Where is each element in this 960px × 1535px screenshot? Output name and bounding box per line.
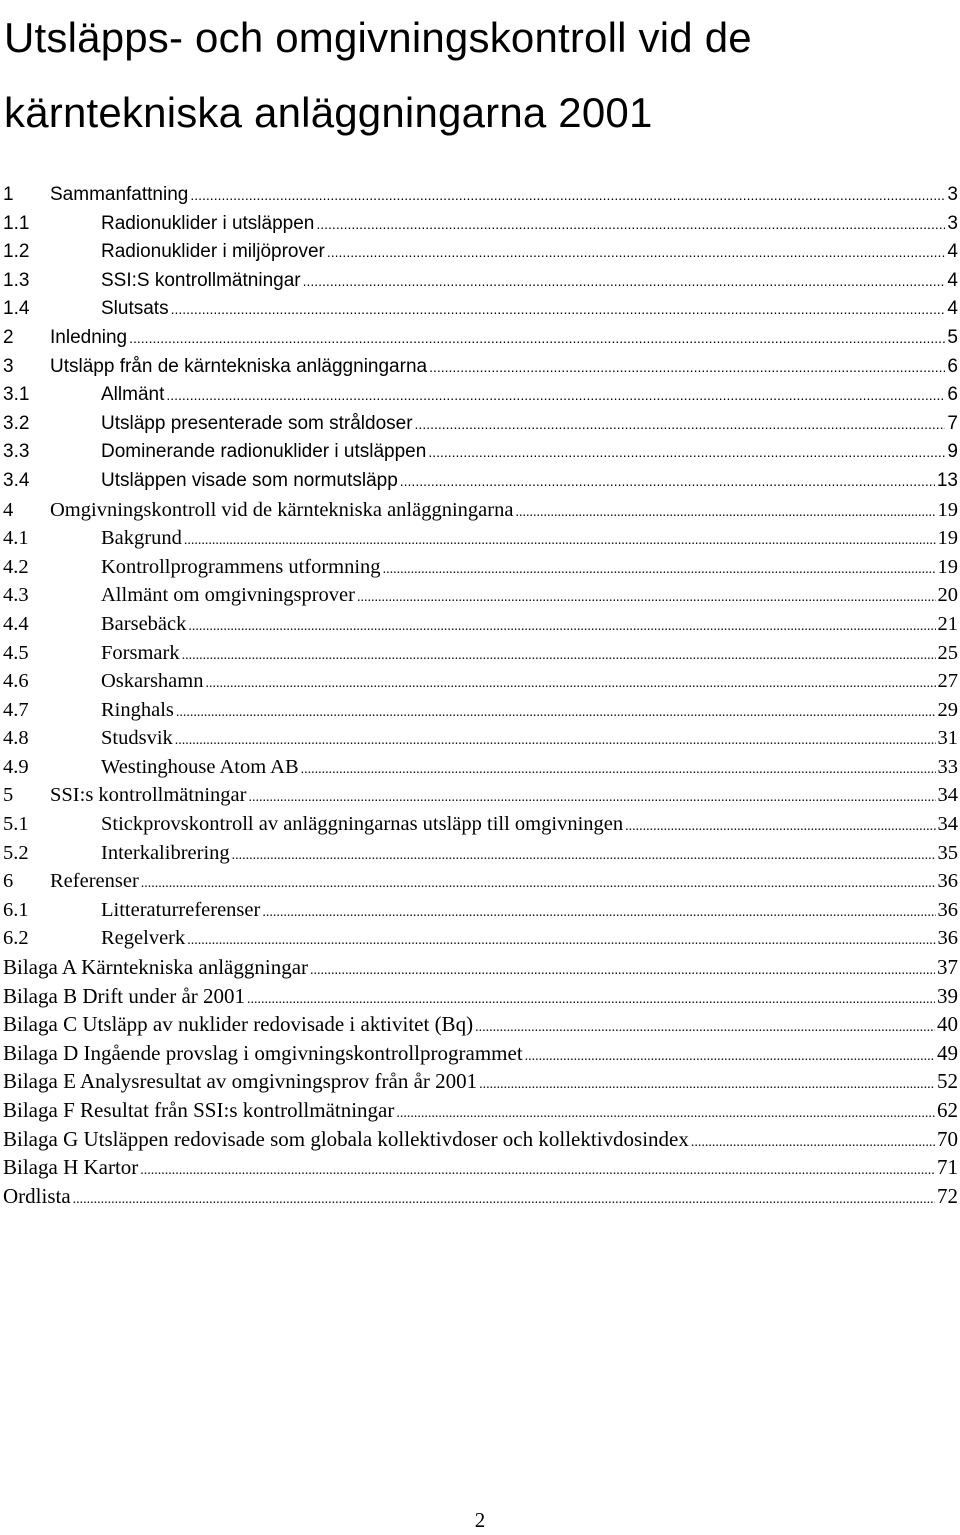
toc-entry-page: 34: [937, 784, 958, 807]
toc-entry-number: 1.1: [3, 212, 30, 234]
dot-leader: [129, 324, 945, 353]
toc-entry-label[interactable]: Litteraturreferenser: [101, 898, 261, 921]
toc-entry-label[interactable]: Bilaga D Ingående provslag i omgivningskontrollprogrammet: [3, 1040, 523, 1065]
page-title: [4, 0, 954, 150]
toc-entry-label[interactable]: Regelverk: [101, 927, 186, 950]
toc-entry-label[interactable]: Sammanfattning: [50, 184, 189, 205]
dot-leader: [232, 842, 936, 871]
toc-entry-number: 1.4: [3, 298, 30, 320]
toc-entry[interactable]: [0, 867, 960, 896]
toc-entry-page: 5: [947, 326, 958, 348]
toc-entry-page: 9: [947, 441, 958, 463]
toc-entry[interactable]: [0, 896, 960, 925]
toc-entry-body: [3, 982, 958, 1011]
toc-entry-label[interactable]: Studsvik: [101, 727, 173, 750]
toc-entry-label[interactable]: Inledning: [50, 326, 128, 348]
dot-leader: [73, 1186, 935, 1215]
toc-entry[interactable]: [0, 639, 960, 668]
dot-leader: [175, 727, 936, 756]
toc-entry-body: [101, 467, 958, 496]
toc-entry-body: [3, 1039, 958, 1068]
toc-entry[interactable]: [0, 467, 960, 496]
toc-entry-number: 3.4: [3, 469, 30, 491]
toc-entry-page: 19: [937, 527, 958, 550]
dot-leader: [182, 642, 936, 671]
toc-entry-body: [101, 696, 958, 725]
toc-entry[interactable]: [0, 1039, 960, 1068]
toc-entry-body: [50, 867, 958, 896]
toc-entry-number: 4.5: [3, 641, 29, 664]
toc-entry-body: [101, 524, 958, 553]
toc-entry-body: [3, 1096, 958, 1125]
toc-entry-label[interactable]: Omgivningskontroll vid de kärntekniska anläggningarna: [50, 498, 514, 521]
dot-leader: [357, 584, 936, 613]
toc-entry[interactable]: [0, 810, 960, 839]
toc-entry-number: 4.8: [3, 727, 29, 750]
toc-entry-body: [101, 295, 958, 324]
toc-entry-body: [50, 181, 958, 210]
toc-entry-body: [101, 724, 958, 753]
toc-entry-label[interactable]: Ringhals: [101, 698, 174, 721]
toc-entry-label[interactable]: Bilaga G Utsläppen redovisade som globala kollektivdoser och kollektivdosindex: [3, 1126, 689, 1151]
toc-entry-body: [101, 210, 958, 239]
toc-entry-number: 3.2: [3, 412, 30, 434]
toc-entry-body: [101, 610, 958, 639]
page-title-line: Utsläpps- och omgivningskontroll vid de: [4, 14, 752, 61]
toc-entry-body: [101, 581, 958, 610]
toc-entry[interactable]: [0, 696, 960, 725]
dot-leader: [248, 784, 935, 813]
toc-entry[interactable]: [0, 1182, 960, 1211]
toc-entry-number: 4.2: [3, 555, 29, 578]
toc-entry[interactable]: [0, 553, 960, 582]
toc-entry[interactable]: [0, 953, 960, 982]
toc-entry-number: 1.3: [3, 269, 30, 291]
dot-leader: [303, 267, 946, 296]
dot-leader: [428, 438, 945, 467]
toc-entry-number: 6.2: [3, 927, 29, 950]
toc-entry-label[interactable]: SSI:s kontrollmätningar: [50, 784, 247, 807]
toc-entry-label[interactable]: Ordlista: [3, 1183, 71, 1208]
toc-entry-page: 70: [937, 1126, 958, 1151]
toc-entry[interactable]: [0, 267, 960, 296]
toc-entry-page: 39: [937, 983, 958, 1008]
toc-entry[interactable]: [0, 324, 960, 353]
toc-entry-page: 20: [937, 584, 958, 607]
toc-entry[interactable]: [0, 295, 960, 324]
toc-entry-body: [3, 1010, 958, 1039]
toc-entry[interactable]: [0, 381, 960, 410]
toc-entry-page: 6: [947, 355, 958, 377]
toc-entry[interactable]: [0, 524, 960, 553]
toc-entry-number: 4.7: [3, 698, 29, 721]
toc-entry[interactable]: [0, 353, 960, 382]
toc-entry-label[interactable]: Kontrollprogrammens utformning: [101, 555, 381, 578]
toc-entry[interactable]: [0, 1153, 960, 1182]
toc-entry-body: [101, 896, 958, 925]
dot-leader: [171, 295, 946, 324]
toc-entry-number: 5.2: [3, 841, 29, 864]
toc-entry-label[interactable]: Interkalibrering: [101, 841, 230, 864]
toc-entry-page: 3: [947, 184, 958, 205]
toc-entry-label[interactable]: Slutsats: [101, 298, 169, 320]
toc-entry-body: [3, 1182, 958, 1211]
toc-entry-body: [101, 410, 958, 439]
toc-entry-number: 4.1: [3, 527, 29, 550]
toc-entry-number: 4: [3, 498, 14, 521]
toc-entry-body: [3, 953, 958, 982]
toc-entry[interactable]: [0, 667, 960, 696]
toc-entry-body: [3, 1153, 958, 1182]
toc-entry-page: 40: [937, 1012, 958, 1037]
toc-entry-page: 72: [937, 1183, 958, 1208]
toc-entry-page: 31: [937, 727, 958, 750]
toc-entry-label[interactable]: Utsläppen visade som normutsläpp: [101, 469, 398, 491]
toc-entry-label[interactable]: Westinghouse Atom AB: [101, 755, 299, 778]
toc-entry-body: [101, 553, 958, 582]
toc-entry-body: [101, 924, 958, 953]
toc-entry-label[interactable]: SSI:S kontrollmätningar: [101, 269, 301, 291]
dot-leader: [190, 181, 945, 210]
toc-entry-page: 7: [947, 412, 958, 434]
page-number: 2: [474, 1508, 486, 1532]
toc-entry-page: 71: [937, 1155, 958, 1180]
toc-entry-number: 4.9: [3, 755, 29, 778]
dot-leader: [327, 238, 946, 267]
toc-entry-page: 49: [937, 1040, 958, 1065]
toc-entry-page: 52: [937, 1069, 958, 1094]
toc-entry-number: 1.2: [3, 241, 30, 263]
toc-entry[interactable]: [0, 724, 960, 753]
toc-entry-number: 2: [3, 326, 14, 348]
dot-leader: [187, 927, 935, 956]
toc-entry[interactable]: [0, 1010, 960, 1039]
dot-leader: [166, 381, 945, 410]
toc-entry-body: [101, 753, 958, 782]
toc-entry-label[interactable]: Allmänt: [101, 384, 165, 406]
toc-entry-number: 6.1: [3, 898, 29, 921]
toc-entry-number: 4.3: [3, 584, 29, 607]
toc-entry[interactable]: [0, 610, 960, 639]
toc-entry[interactable]: [0, 839, 960, 868]
toc-entry-number: 5.1: [3, 813, 29, 836]
toc-entry[interactable]: [0, 181, 960, 210]
toc-entry-page: 37: [937, 955, 958, 980]
toc-entry-page: 21: [937, 612, 958, 635]
toc-entry-body: [101, 639, 958, 668]
toc-entry-body: [50, 496, 958, 525]
toc-entry-body: [101, 810, 958, 839]
toc-entry-page: 6: [947, 384, 958, 406]
toc-entry-body: [101, 667, 958, 696]
dot-leader: [301, 756, 936, 785]
toc-entry-page: 36: [937, 898, 958, 921]
dot-leader: [383, 556, 936, 585]
toc-entry-label[interactable]: Forsmark: [101, 641, 180, 664]
toc-entry[interactable]: [0, 496, 960, 525]
dot-leader: [184, 527, 936, 556]
toc-entry[interactable]: [0, 238, 960, 267]
toc-entry-body: [50, 324, 958, 353]
toc-entry-label[interactable]: Referenser: [50, 870, 139, 893]
toc-entry-number: 6: [3, 870, 14, 893]
toc-entry-number: 3.1: [3, 384, 30, 406]
toc-entry-label[interactable]: Allmänt om omgivningsprover: [101, 584, 355, 607]
toc-entry[interactable]: [0, 1067, 960, 1096]
dot-leader: [262, 899, 935, 928]
toc-entry-label[interactable]: Bilaga F Resultat från SSI:s kontrollmätningar: [3, 1098, 395, 1122]
toc-entry-label[interactable]: Radionuklider i utsläppen: [101, 212, 315, 234]
toc-entry-number: 4.4: [3, 612, 29, 635]
toc-entry-body: [101, 238, 958, 267]
toc-entry[interactable]: [0, 982, 960, 1011]
dot-leader: [415, 410, 946, 439]
toc-entry[interactable]: [0, 410, 960, 439]
toc-entry-label[interactable]: Barsebäck: [101, 612, 187, 635]
toc-entry[interactable]: [0, 210, 960, 239]
toc-entry-page: 19: [937, 555, 958, 578]
toc-entry-label[interactable]: Bilaga C Utsläpp av nuklider redovisade i aktivitet (Bq): [3, 1012, 474, 1037]
dot-leader: [316, 210, 945, 239]
toc-entry-label[interactable]: Stickprovskontroll av anläggningarnas utsläpp till omgivningen: [101, 813, 624, 836]
dot-leader: [625, 813, 935, 842]
toc-entry-page: 36: [937, 927, 958, 950]
toc-entry-number: 5: [3, 784, 14, 807]
toc-entry[interactable]: [0, 924, 960, 953]
dot-leader: [515, 499, 935, 528]
dot-leader: [400, 467, 935, 496]
toc-entry-body: [101, 381, 958, 410]
toc-entry-label[interactable]: Dominerande radionuklider i utsläppen: [101, 441, 427, 463]
dot-leader: [188, 613, 935, 642]
toc-entry-page: 13: [936, 469, 958, 491]
toc-entry-body: [101, 839, 958, 868]
toc-entry[interactable]: [0, 781, 960, 810]
toc-entry-number: 3.3: [3, 441, 30, 463]
toc-entry-number: 4.6: [3, 670, 29, 693]
toc-entry[interactable]: [0, 1096, 960, 1125]
toc-entry-page: 4: [947, 269, 958, 291]
toc-entry-page: 33: [937, 755, 958, 778]
toc-entry-label[interactable]: Bakgrund: [101, 527, 182, 550]
toc-entry-body: [50, 781, 958, 810]
toc-entry[interactable]: [0, 1125, 960, 1154]
toc-entry-body: [50, 353, 958, 382]
dot-leader: [176, 699, 936, 728]
toc-entry-page: 62: [937, 1098, 958, 1122]
toc-entry-page: 36: [937, 870, 958, 893]
toc-entry[interactable]: [0, 753, 960, 782]
toc-entry-label[interactable]: Bilaga B Drift under år 2001: [3, 983, 246, 1008]
toc-entry-body: [101, 267, 958, 296]
dot-leader: [141, 870, 936, 899]
toc-entry-page: 19: [937, 498, 958, 521]
toc-entry-page: 29: [937, 698, 958, 721]
toc-entry[interactable]: [0, 581, 960, 610]
toc-entry-label[interactable]: Radionuklider i miljöprover: [101, 241, 325, 263]
toc-entry-page: 3: [947, 212, 958, 234]
toc-entry-label[interactable]: Bilaga E Analysresultat av omgivningsprov från år 2001: [3, 1069, 478, 1094]
toc-entry-page: 4: [947, 298, 958, 320]
toc-entry-page: 25: [937, 641, 958, 664]
toc-entry-label[interactable]: Bilaga A Kärntekniska anläggningar: [3, 955, 309, 980]
toc-entry[interactable]: [0, 438, 960, 467]
toc-entry-page: 27: [937, 670, 958, 693]
toc-entry-body: [3, 1125, 958, 1154]
dot-leader: [429, 353, 945, 382]
toc-entry-body: [3, 1067, 958, 1096]
toc-entry-number: 3: [3, 355, 14, 377]
dot-leader: [205, 670, 935, 699]
toc-entry-label[interactable]: Bilaga H Kartor: [3, 1155, 139, 1180]
toc-entry-label[interactable]: Oskarshamn: [101, 670, 204, 693]
toc-entry-label[interactable]: Utsläpp presenterade som stråldoser: [101, 412, 413, 434]
table-of-contents: [0, 181, 960, 1210]
toc-entry-page: 34: [937, 813, 958, 836]
toc-entry-body: [101, 438, 958, 467]
toc-entry-page: 35: [937, 841, 958, 864]
toc-entry-page: 4: [947, 241, 958, 263]
toc-entry-number: 1: [3, 184, 14, 205]
page-title-line: kärntekniska anläggningarna 2001: [4, 89, 653, 136]
toc-entry-label[interactable]: Utsläpp från de kärntekniska anläggningarna: [50, 355, 428, 377]
